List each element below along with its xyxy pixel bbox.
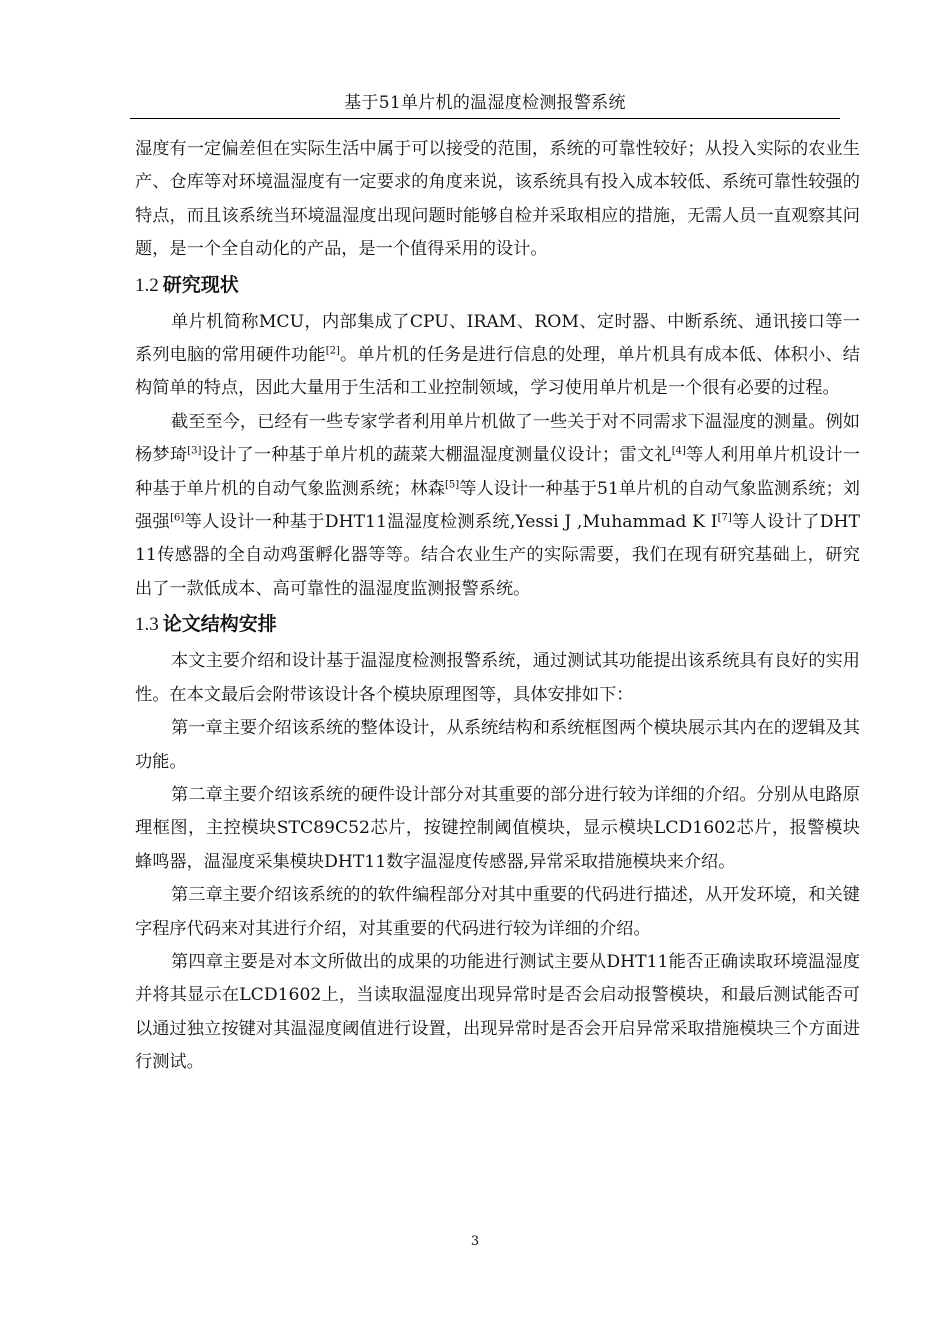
- text-run: 等人设计一种基于DHT11温湿度检测系统,Yessi J ,Muhammad K I: [184, 512, 718, 533]
- section-number: 1.2: [135, 274, 159, 296]
- paragraph-mcu-overview: [135, 306, 860, 406]
- intro-paragraph-tail: 湿度有一定偏差但在实际生活中属于可以接受的范围，系统的可靠性较好；从投入实际的农业生产、仓库等对环境温湿度有一定要求的角度来说，该系统具有投入成本较低、系统可靠性较强的特点，而且该系统当环境温湿度出现问题时能够自检并采取相应的措施，无需人员一直观察其问题，是一个全自动化的产品，是一个值得采用的设计。: [135, 139, 860, 260]
- section-number: 1.3: [135, 614, 159, 636]
- text-run: 设计了一种基于单片机的蔬菜大棚温湿度测量仪设计；雷文礼: [201, 445, 672, 466]
- section-title: 论文结构安排: [162, 613, 277, 636]
- paragraph-related-work: [135, 406, 860, 606]
- text-run: 等人利用单片机设计一种基于单片机的自动气象监测系统；林森: [135, 445, 860, 499]
- paragraph-chapter-1: 第一章主要介绍该系统的整体设计，从系统结构和系统框图两个模块展示其内在的逻辑及其功能。: [135, 718, 860, 772]
- citation-ref-6: [6]: [170, 512, 185, 524]
- citation-ref-2: [2]: [325, 345, 340, 357]
- paragraph-structure-intro: 本文主要介绍和设计基于温湿度检测报警系统，通过测试其功能提出该系统具有良好的实用性。在本文最后会附带该设计各个模块原理图等，具体安排如下：: [135, 651, 860, 705]
- text-run: 单片机简称MCU，内部集成了CPU、IRAM、ROM、定时器、中断系统、通讯接口等一系列电脑的常用硬件功能: [135, 311, 860, 366]
- paragraph-chapter-2: 第二章主要介绍该系统的硬件设计部分对其重要的部分进行较为详细的介绍。分别从电路原理框图，主控模块STC89C52芯片，按键控制阈值模块，显示模块LCD1602芯片，报警模块蜂鸣器，温湿度采集模块DHT11数字温湿度传感器,异常采取措施模块来介绍。: [135, 784, 860, 872]
- section-heading-1-2: [135, 269, 860, 302]
- body-text: [135, 133, 860, 1080]
- page-number: 3: [470, 1234, 480, 1249]
- running-header: 基于51单片机的温湿度检测报警系统: [344, 93, 626, 113]
- citation-ref-7: [7]: [717, 512, 732, 524]
- text-run: 等人设计了DHT11传感器的全自动鸡蛋孵化器等等。结合农业生产的实际需要，我们在现有研究基础上，研究出了一款低成本、高可靠性的温湿度监测报警系统。: [135, 512, 860, 599]
- text-run: 等人设计一种基于51单片机的自动气象监测系统；刘强强: [135, 478, 860, 533]
- citation-ref-5: [5]: [445, 478, 460, 490]
- citation-ref-4: [4]: [671, 445, 686, 457]
- text-run: 。单片机的任务是进行信息的处理，单片机具有成本低、体积小、结构简单的特点，因此大量用于生活和工业控制领域，学习使用单片机是一个很有必要的过程。: [135, 345, 860, 399]
- section-title: 研究现状: [162, 273, 239, 296]
- paragraph-chapter-3: 第三章主要介绍该系统的的软件编程部分对其中重要的代码进行描述，从开发环境，和关键字程序代码来对其进行介绍，对其重要的代码进行较为详细的介绍。: [135, 885, 860, 939]
- citation-ref-3: [3]: [187, 445, 202, 457]
- header-rule: [130, 118, 840, 119]
- section-heading-1-3: [135, 608, 860, 641]
- paragraph-chapter-4: 第四章主要是对本文所做出的成果的功能进行测试主要从DHT11能否正确读取环境温湿度并将其显示在LCD1602上，当读取温湿度出现异常时是否会启动报警模块，和最后测试能否可以通过独立按键对其温湿度阈值进行设置，出现异常时是否会开启异常采取措施模块三个方面进行测试。: [135, 951, 860, 1073]
- text-run: 截至至今，已经有一些专家学者利用单片机做了一些关于对不同需求下温湿度的测量。例如杨梦琦: [135, 411, 860, 466]
